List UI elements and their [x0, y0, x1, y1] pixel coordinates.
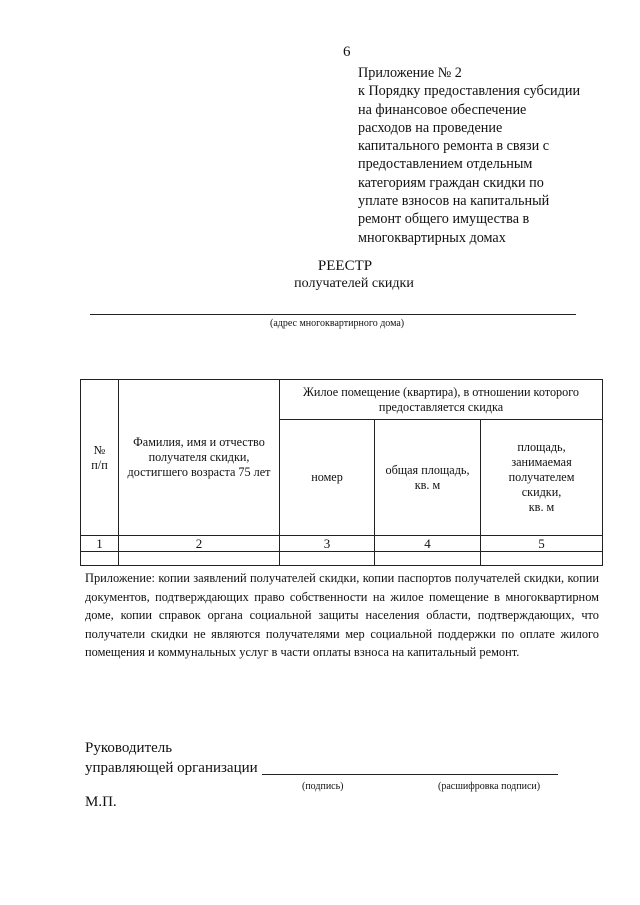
signature-block — [85, 738, 258, 778]
column-number-3: 3 — [280, 536, 375, 552]
attachment-note: Приложение: копии заявлений получателей скидки, копии паспортов получателей скидки, копии документов, подтверждающих право собственности на жилое помещение в многоквартирном доме, копии справок органа социальной защиты населения области, подтверждающих, что получатели скидки не являются получателями мер социальной поддержки по оплате жилого помещения и коммунальных услуг в части оплаты взноса на капитальный ремонт. — [85, 571, 599, 660]
header-number-text: номер — [311, 470, 343, 484]
empty-cell — [375, 552, 481, 566]
header-total-area-text: общая площадь, кв. м — [385, 462, 470, 492]
header-total-area — [375, 420, 481, 536]
appendix-line: уплате взносов на капитальный — [358, 193, 550, 210]
column-number-4: 4 — [375, 536, 481, 552]
header-no-text: № п/п — [91, 442, 108, 472]
header-occupied-area — [481, 420, 603, 536]
signature-underline — [262, 774, 558, 775]
appendix-line: категориям граждан скидки по — [358, 174, 544, 191]
appendix-line: ремонт общего имущества в — [358, 211, 530, 228]
appendix-line: капитального ремонта в связи с — [358, 138, 550, 155]
header-no — [81, 380, 119, 536]
document-title — [0, 258, 640, 275]
header-dwelling-group — [280, 380, 603, 420]
address-underline — [90, 314, 576, 315]
appendix-line: многоквартирных домах — [358, 229, 506, 246]
appendix-line: к Порядку предоставления субсидии — [358, 83, 581, 100]
signature-caption: (подпись) — [302, 781, 344, 792]
address-caption: (адрес многоквартирного дома) — [270, 318, 405, 329]
registry-table — [80, 379, 603, 566]
empty-cell — [481, 552, 603, 566]
document-subtitle: получателей скидки — [294, 276, 414, 291]
signature-line2: управляющей организации — [85, 760, 258, 776]
appendix-line: предоставлением отдельным — [358, 156, 533, 173]
empty-cell — [81, 552, 119, 566]
appendix-line: расходов на проведение — [358, 119, 503, 136]
column-number-2: 2 — [119, 536, 280, 552]
page-number: 6 — [343, 44, 351, 60]
title-text: РЕЕСТР — [317, 258, 373, 274]
column-number-5: 5 — [481, 536, 603, 552]
header-name — [119, 380, 280, 536]
empty-cell — [119, 552, 280, 566]
empty-cell — [280, 552, 375, 566]
stamp-place: М.П. — [85, 794, 117, 810]
decode-caption: (расшифровка подписи) — [438, 781, 541, 792]
appendix-line: на финансовое обеспечение — [358, 101, 527, 118]
appendix-line: Приложение № 2 — [358, 65, 462, 81]
signature-line1: Руководитель — [85, 740, 173, 756]
header-occupied-area-text: площадь, занимаемая получателем скидки, кв. м — [508, 440, 575, 514]
appendix-header — [358, 64, 608, 247]
header-number — [280, 420, 375, 536]
header-dwelling-group-text: Жилое помещение (квартира), в отношении которого предоставляется скидка — [303, 384, 580, 414]
header-name-text: Фамилия, имя и отчество получателя скидки, достигшего возраста 75 лет — [127, 435, 271, 479]
column-number-1: 1 — [81, 536, 119, 552]
